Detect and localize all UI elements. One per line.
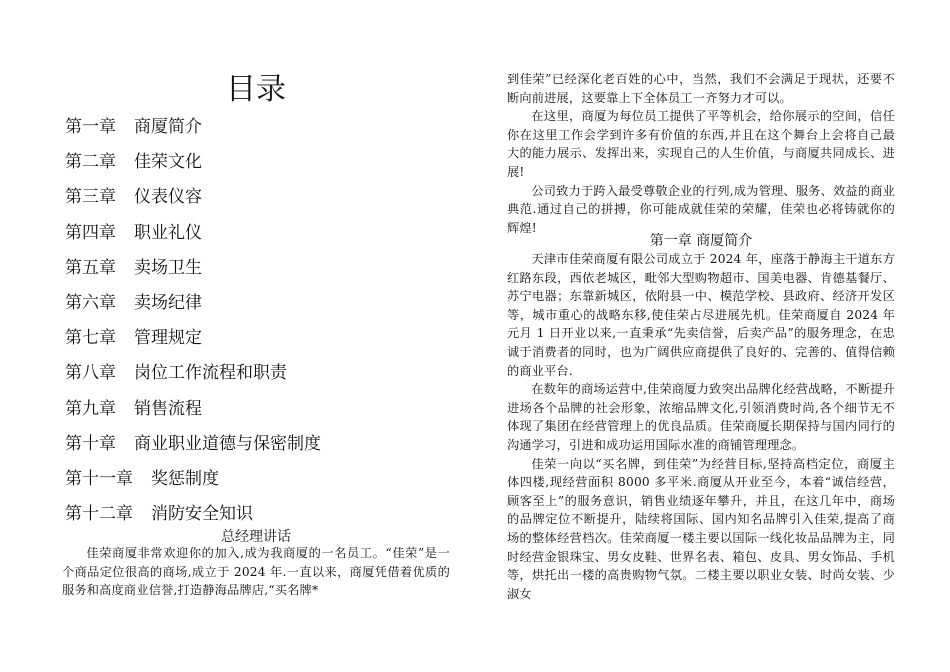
continued-paragraph: 到佳荣”已经深化老百姓的心中，当然，我们不会满足于现状，还要不断向前进展，这要靠上下全体员工一齐努力才可以。 xyxy=(507,72,895,105)
body-paragraph: 公司致力于跨入最受尊敬企业的行列,成为管理、服务、效益的商业典范.通过自己的拼搏，你可能成就佳荣的荣耀，佳荣也必将铸就你的辉煌! xyxy=(507,183,895,235)
table-of-contents xyxy=(65,110,321,532)
toc-item-3 xyxy=(65,180,321,215)
toc-chapter-name: 商业职业道德与保密制度 xyxy=(134,433,321,454)
body-paragraph: 佳荣一向以“买名牌，到佳荣”为经营目标,坚持高档定位，商厦主体四楼,现经营面积 8000 多平米.商厦从开业至今，本着“诚信经营，顾客至上”的服务意识，销售业绩逐年攀升，并且，在这几年中，商场的品牌定位不断提升，陆续将国际、国内知名品牌引入佳荣,提高了商场的整体经营档次。佳荣商厦一楼主要以国际一线化妆品品牌为主，同时经营金银珠宝、男女皮鞋、世界名表、箱包、皮具、男女饰品、手机等，烘托出一楼的高贵购物气氛。二楼主要以职业女装、时尚女装、少淑女 xyxy=(507,456,895,601)
toc-chapter-name: 卖场纪律 xyxy=(134,292,202,313)
toc-item-1 xyxy=(65,110,321,145)
toc-chapter-name: 佳荣文化 xyxy=(134,152,202,173)
toc-chapter-number: 第一章 xyxy=(65,117,116,137)
toc-chapter-number: 第五章 xyxy=(65,257,116,278)
toc-chapter-name: 岗位工作流程和职责 xyxy=(134,363,287,384)
body-paragraph: 在这里，商厦为每位员工提供了平等机会，给你展示的空间，信任你在这里工作会学到许多有价值的东西,并且在这个舞台上会将自己最大的能力展示、发挥出来，实现自己的人生价值，与商厦共同成长、进展! xyxy=(507,109,895,179)
toc-item-10 xyxy=(65,427,321,462)
chapter-1-title: 第一章 商厦简介 xyxy=(649,233,753,249)
toc-chapter-name: 卖场卫生 xyxy=(134,257,202,278)
toc-chapter-number: 第六章 xyxy=(65,292,116,313)
toc-item-11 xyxy=(65,462,321,497)
toc-chapter-number: 第七章 xyxy=(65,328,116,349)
body-paragraph: 在数年的商场运营中,佳荣商厦力致突出品牌化经营战略，不断提升进场各个品牌的社会形象，浓缩品牌文化,引领消费时尚,各个细节无不体现了集团在经营管理上的优良品质。佳荣商厦长期保持与国内同行的沟通学习，引进和成功运用国际水准的商铺管理理念。 xyxy=(507,382,895,452)
speech-paragraph: 佳荣商厦非常欢迎你的加入,成为我商厦的一名员工。“佳荣”是一个商品定位很高的商场,成立于 2024 年.一直以来，商厦凭借着优质的服务和高度商业信誉,打造静海品牌店,“买名牌* xyxy=(62,546,450,598)
toc-chapter-number: 第二章 xyxy=(65,152,116,173)
toc-chapter-name: 奖惩制度 xyxy=(151,468,219,489)
toc-item-4 xyxy=(65,216,321,251)
toc-chapter-number: 第十章 xyxy=(65,433,116,454)
speech-title: 总经理讲话 xyxy=(221,529,291,545)
toc-item-5 xyxy=(65,251,321,286)
toc-item-6 xyxy=(65,286,321,321)
body-paragraph: 天津市佳荣商厦有限公司成立于 2024 年，座落于静海主干道东方红路东段，西依老城区，毗邻大型购物超市、国美电器、肯德基餐厅、苏宁电器；东靠新城区，依附县一中、模范学校、县政府、经济开发区等，城市重心的战略东移,使佳荣占尽进展先机。佳荣商厦自 2024 年元月 1 日开业以来,一直秉承“先卖信誉，后卖产品”的服务理念，在忠诚于消费者的同时，也为广阔供应商提供了良好的、完善的、值得信赖的商业平台. xyxy=(507,252,895,378)
toc-chapter-number: 第四章 xyxy=(65,222,116,243)
chapter-1-body xyxy=(507,250,895,603)
speech-body xyxy=(62,544,450,600)
toc-chapter-number: 第三章 xyxy=(65,187,116,208)
toc-item-9 xyxy=(65,392,321,427)
toc-item-12 xyxy=(65,497,321,532)
toc-chapter-number: 第九章 xyxy=(65,398,116,419)
toc-chapter-name: 职业礼仪 xyxy=(134,222,202,243)
toc-chapter-number: 第十二章 xyxy=(65,504,133,525)
toc-chapter-name: 消防安全知识 xyxy=(151,504,253,525)
toc-chapter-name: 仪表仪容 xyxy=(134,187,202,208)
toc-item-8 xyxy=(65,356,321,391)
toc-chapter-name: 商厦简介 xyxy=(134,117,202,137)
toc-chapter-name: 销售流程 xyxy=(134,398,202,419)
toc-chapter-number: 第八章 xyxy=(65,363,116,384)
toc-item-7 xyxy=(65,321,321,356)
speech-continuation xyxy=(507,70,895,237)
toc-chapter-number: 第十一章 xyxy=(65,468,133,489)
toc-chapter-name: 管理规定 xyxy=(134,328,202,349)
toc-item-2 xyxy=(65,145,321,180)
toc-title: 目录 xyxy=(226,72,286,107)
